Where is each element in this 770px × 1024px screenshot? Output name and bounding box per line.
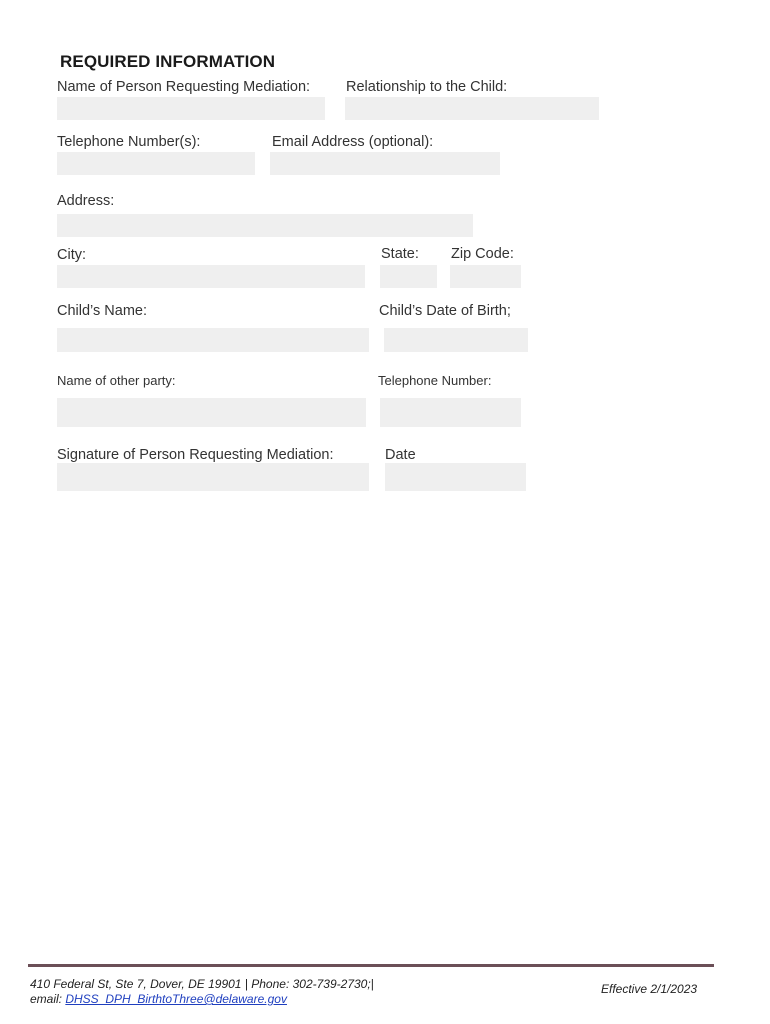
city-field[interactable]: [57, 265, 365, 288]
email-label: Email Address (optional):: [272, 134, 434, 150]
footer-email-line: [30, 992, 287, 1006]
signature-label: Signature of Person Requesting Mediation:: [57, 447, 334, 463]
footer-effective-date: Effective 2/1/2023: [601, 982, 698, 996]
state-field[interactable]: [380, 265, 437, 288]
other-phone-label: Telephone Number:: [378, 373, 492, 388]
relationship-label: Relationship to the Child:: [346, 79, 508, 95]
page-title: REQUIRED INFORMATION: [60, 52, 276, 71]
footer-address: 410 Federal St, Ste 7, Dover, DE 19901 | Phone: 302-739-2730;|: [30, 977, 374, 991]
child-dob-field[interactable]: [384, 328, 528, 352]
requester-name-label: Name of Person Requesting Mediation:: [57, 79, 311, 95]
child-name-label: Child’s Name:: [57, 303, 147, 319]
relationship-field[interactable]: [345, 97, 599, 120]
zip-label: Zip Code:: [451, 246, 514, 262]
date-label: Date: [385, 447, 416, 463]
other-phone-field[interactable]: [380, 398, 521, 427]
city-label: City:: [57, 247, 86, 263]
footer-email-prefix: email:: [30, 992, 66, 1006]
footer-rule: [28, 964, 714, 967]
telephone-label: Telephone Number(s):: [57, 134, 201, 150]
telephone-field[interactable]: [57, 152, 255, 175]
signature-field[interactable]: [57, 463, 369, 491]
child-dob-label: Child’s Date of Birth;: [379, 303, 511, 319]
date-field[interactable]: [385, 463, 526, 491]
other-party-label: Name of other party:: [57, 373, 176, 388]
other-party-field[interactable]: [57, 398, 366, 427]
zip-field[interactable]: [450, 265, 521, 288]
email-field[interactable]: [270, 152, 500, 175]
address-label: Address:: [57, 193, 115, 209]
footer-email-link[interactable]: DHSS_DPH_BirthtoThree@delaware.gov: [65, 992, 287, 1006]
child-name-field[interactable]: [57, 328, 369, 352]
requester-name-field[interactable]: [57, 97, 325, 120]
state-label: State:: [381, 246, 419, 262]
address-field[interactable]: [57, 214, 473, 237]
